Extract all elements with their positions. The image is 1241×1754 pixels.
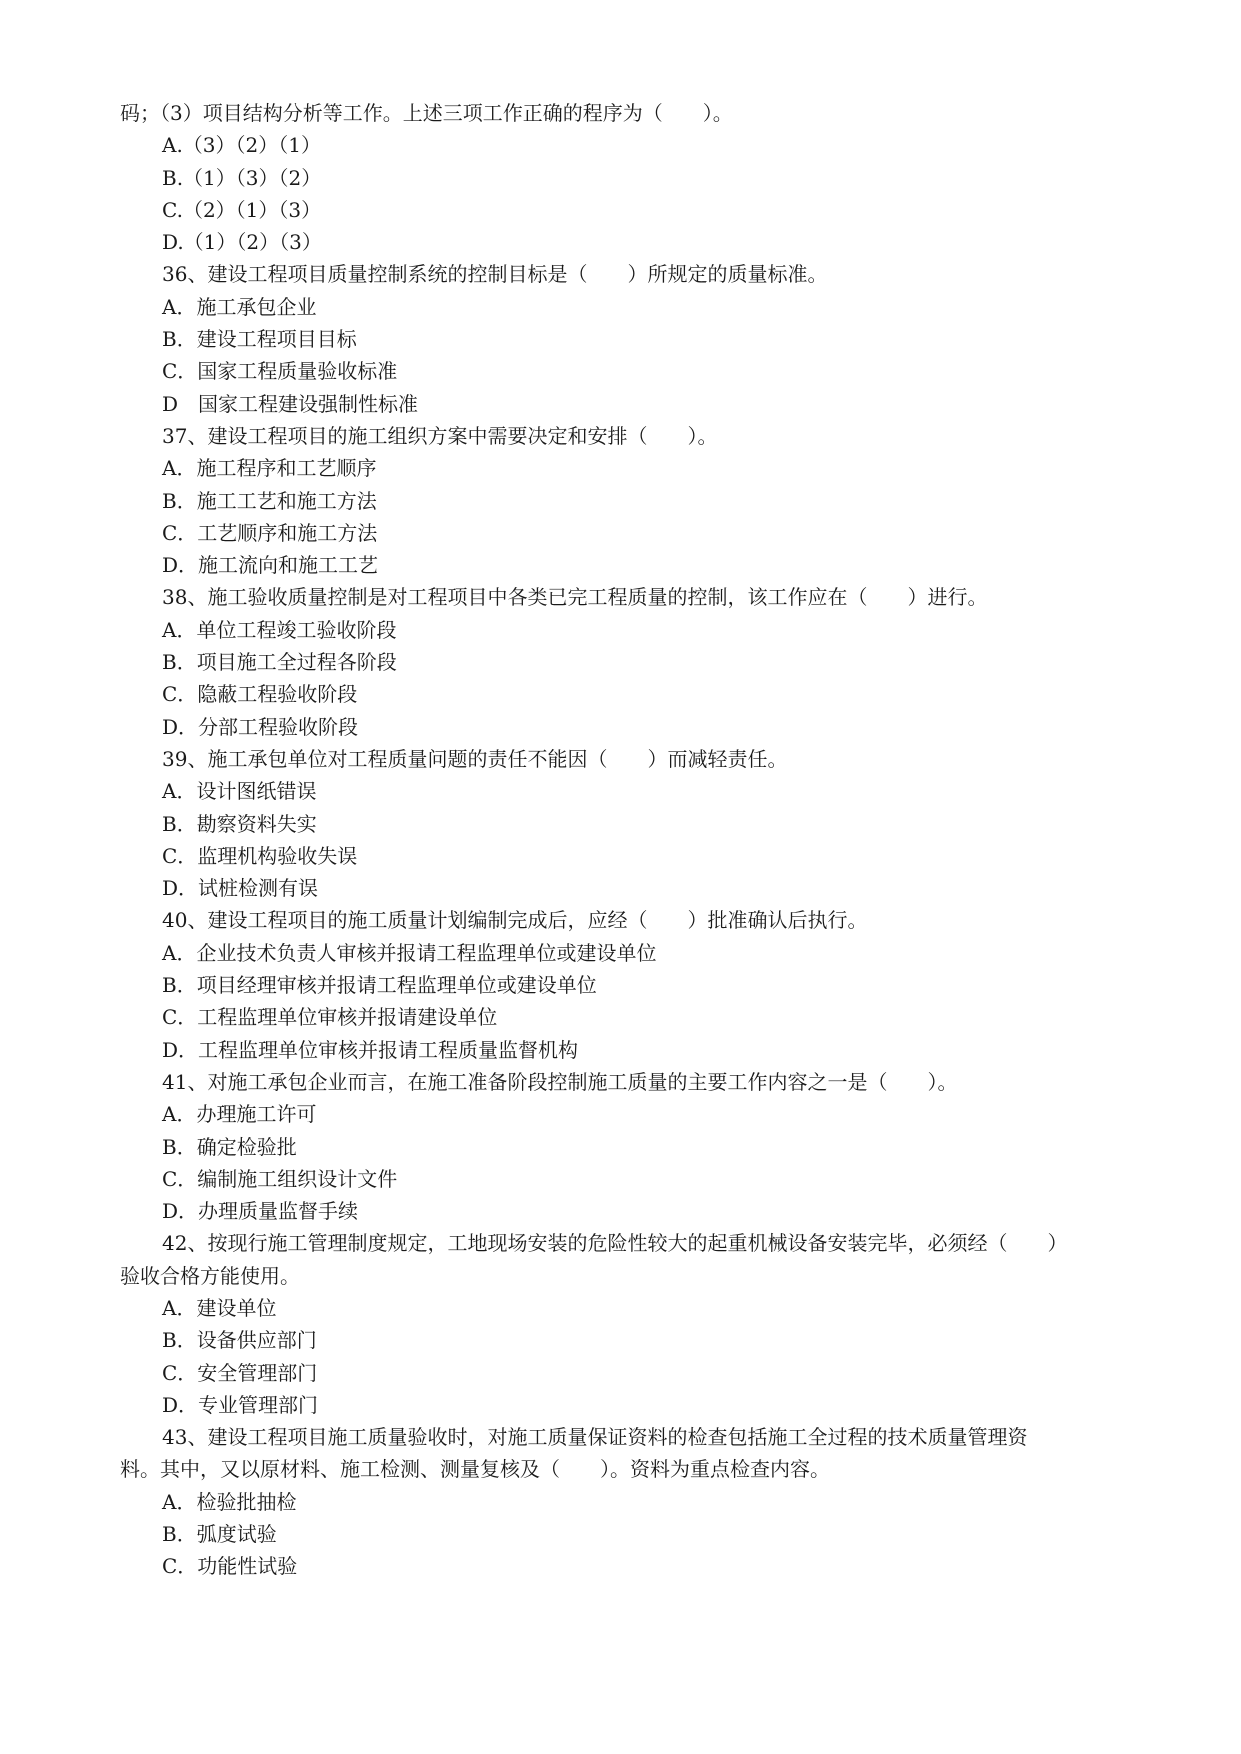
option: A．办理施工许可 xyxy=(162,1102,317,1127)
question-text-continued: 料。其中，又以原材料、施工检测、测量复核及（ ）。资料为重点检查内容。 xyxy=(120,1457,830,1482)
option: C．工艺顺序和施工方法 xyxy=(162,520,378,545)
option: A．设计图纸错误 xyxy=(162,779,317,804)
question-text: 37、建设工程项目的施工组织方案中需要决定和安排（ ）。 xyxy=(162,423,718,448)
question-text: 41、对施工承包企业而言，在施工准备阶段控制施工质量的主要工作内容之一是（ ）。 xyxy=(162,1069,958,1094)
option: B．弧度试验 xyxy=(162,1522,277,1547)
option: D．试桩检测有误 xyxy=(162,876,319,901)
option: A．施工程序和工艺顺序 xyxy=(162,456,377,481)
option: D．分部工程验收阶段 xyxy=(162,714,359,739)
option: C．工程监理单位审核并报请建设单位 xyxy=(162,1005,498,1030)
question-text: 40、建设工程项目的施工质量计划编制完成后，应经（ ）批准确认后执行。 xyxy=(162,908,868,933)
option: A．施工承包企业 xyxy=(162,294,317,319)
question-text: 36、建设工程项目质量控制系统的控制目标是（ ）所规定的质量标准。 xyxy=(162,262,828,287)
option: D.（1）（2）（3） xyxy=(162,230,322,255)
option: C．功能性试验 xyxy=(162,1554,298,1579)
option: B.（1）（3）（2） xyxy=(162,165,322,190)
question-text: 38、施工验收质量控制是对工程项目中各类已完工程质量的控制，该工作应在（ ）进行。 xyxy=(162,585,988,610)
option: D．工程监理单位审核并报请工程质量监督机构 xyxy=(162,1037,579,1062)
option: D．办理质量监督手续 xyxy=(162,1199,359,1224)
option: C．隐蔽工程验收阶段 xyxy=(162,682,358,707)
option: C．国家工程质量验收标准 xyxy=(162,359,398,384)
option: B．设备供应部门 xyxy=(162,1328,317,1353)
question-text-continued: 验收合格方能使用。 xyxy=(120,1263,300,1288)
option: D 国家工程建设强制性标准 xyxy=(162,391,419,416)
question-text-continued: 码；（3）项目结构分析等工作。上述三项工作正确的程序为（ ）。 xyxy=(120,101,733,125)
option: A．企业技术负责人审核并报请工程监理单位或建设单位 xyxy=(162,940,657,965)
question-text: 42、按现行施工管理制度规定，工地现场安装的危险性较大的起重机械设备安装完毕，必须经（ ） xyxy=(162,1231,1068,1256)
question-text: 43、建设工程项目施工质量验收时，对施工质量保证资料的检查包括施工全过程的技术质量管理资 xyxy=(162,1425,1028,1450)
option: B．项目施工全过程各阶段 xyxy=(162,650,397,675)
option: A.（3）（2）（1） xyxy=(162,133,321,158)
option: B．建设工程项目目标 xyxy=(162,327,357,352)
option: B．确定检验批 xyxy=(162,1134,297,1159)
option: C．监理机构验收失误 xyxy=(162,843,358,868)
option: C．编制施工组织设计文件 xyxy=(162,1166,398,1191)
option: A．检验批抽检 xyxy=(162,1489,297,1514)
option: C.（2）（1）（3） xyxy=(162,197,322,222)
option: B．项目经理审核并报请工程监理单位或建设单位 xyxy=(162,973,597,998)
option: C．安全管理部门 xyxy=(162,1360,318,1385)
document-page xyxy=(120,97,1130,1583)
option: A．建设单位 xyxy=(162,1295,277,1320)
option: D．专业管理部门 xyxy=(162,1392,319,1417)
option: B．勘察资料失实 xyxy=(162,811,317,836)
option: A．单位工程竣工验收阶段 xyxy=(162,617,397,642)
option: B．施工工艺和施工方法 xyxy=(162,488,377,513)
question-text: 39、施工承包单位对工程质量问题的责任不能因（ ）而减轻责任。 xyxy=(162,746,788,771)
option: D．施工流向和施工工艺 xyxy=(162,553,379,578)
